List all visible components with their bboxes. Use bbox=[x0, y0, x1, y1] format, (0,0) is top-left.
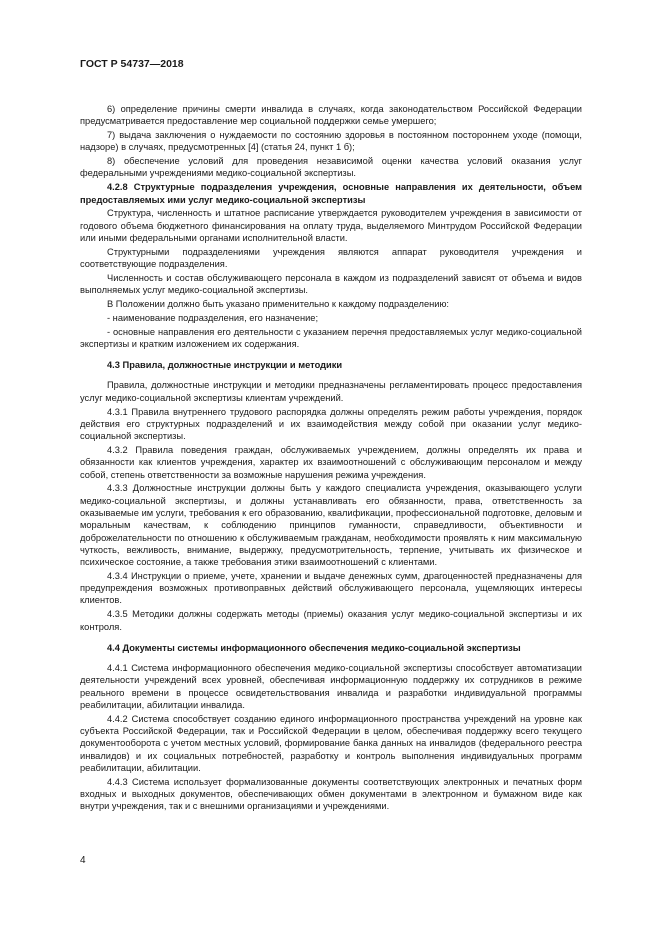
body-paragraph: Структурными подразделениями учреждения являются аппарат руководителя учреждения и соответствующие подразделения. bbox=[80, 246, 582, 270]
body-paragraph: 4.4.1 Система информационного обеспечения медико-социальной экспертизы способствует автоматизации деятельности учреждений всех уровней, обеспечивая информационную поддержку их сотрудников в режиме реального времени в процессе освидетельствования инвалида и разработки индивидуальной программы реабилитации, абилитации инвалида. bbox=[80, 663, 582, 711]
body-paragraph: 4.4.2 Система способствует созданию единого информационного пространства учреждений на уровне как субъекта Российской Федерации, так и Российской Федерации в целом, обеспечивая поддержку всего текущего документооборота с учетом местных условий, формирование банка данных на инвалидов (федерального реестра инвалидов) и их социальных потребностей, разработку и контроль выполнения индивидуальных программ реабилитации, абилитации. bbox=[80, 713, 582, 774]
section-heading-4-4: 4.4 Документы системы информационного обеспечения медико-социальной экспертизы bbox=[107, 642, 521, 653]
page-number: 4 bbox=[80, 855, 86, 866]
body-paragraph: 4.3.1 Правила внутреннего трудового распорядка должны определять режим работы учреждения, порядок действия его структурных подразделений и их взаимодействия между собой при оказании услуг медико-социальной экспертизы. bbox=[80, 406, 582, 442]
body-paragraph: Численность и состав обслуживающего персонала в каждом из подразделений зависят от объема и видов выполняемых услуг медико-социальной экспертизы. bbox=[80, 272, 582, 296]
section-heading-4-3: 4.3 Правила, должностные инструкции и методики bbox=[107, 360, 343, 371]
page-body bbox=[80, 103, 582, 814]
body-paragraph: В Положении должно быть указано применительно к каждому подразделению: bbox=[107, 298, 450, 309]
list-item: - основные направления его деятельности с указанием перечня предоставляемых услуг медико-социальной экспертизы и кратким изложением их содержания. bbox=[80, 326, 582, 349]
body-paragraph: 4.3.3 Должностные инструкции должны быть у каждого специалиста учреждения, оказывающего услуги медико-социальной экспертизы, и должны устанавливать его обязанности, права, ответственность за оказываемые им услуги, требования к его образованию, квалификации, профессиональной подготовке, деловым и моральным качествам, к соблюдению принципов гуманности, справедливости, объективности и доброжелательности по отношению к обслуживаемым гражданам, необходимости проявлять к ним максимальную чуткость, вежливость, внимание, выдержку, предусмотрительность, терпение, учитывать их физическое и психическое состояние, а также требования этики взаимоотношений с клиентами. bbox=[80, 483, 582, 568]
list-item: 6) определение причины смерти инвалида в случаях, когда законодательством Российской Федерации предусматривается предоставление мер социальной поддержки семье умершего; bbox=[80, 104, 582, 127]
document-header: ГОСТ Р 54737—2018 bbox=[80, 58, 184, 70]
subsection-heading-4-2-8: 4.2.8 Структурные подразделения учреждения, основные направления их деятельности, объем предоставляемых ими услуг медико-социальной экспертизы bbox=[80, 182, 582, 205]
list-item: 8) обеспечение условий для проведения независимой оценки качества условий оказания услуг федеральными учреждениями медико-социальной экспертизы. bbox=[80, 156, 582, 179]
body-paragraph: Правила, должностные инструкции и методики предназначены регламентировать процесс предоставления услуг медико-социальной экспертизы клиентам учреждений. bbox=[80, 380, 582, 403]
body-paragraph: Структура, численность и штатное расписание утверждается руководителем учреждения в зависимости от годового объема бюджетного финансирования на оплату труда, выделяемого Минтрудом Российской Федерации или иными федеральными органами исполнительной власти. bbox=[80, 208, 582, 243]
list-item: 7) выдача заключения о нуждаемости по состоянию здоровья в постоянном постороннем уходе (помощи, надзоре) в случаях, предусмотренных [4] (статья 24, пункт 1 б); bbox=[80, 130, 582, 153]
list-item: - наименование подразделения, его назначение; bbox=[107, 312, 319, 323]
body-paragraph: 4.3.2 Правила поведения граждан, обслуживаемых учреждением, должны определять их права и обязанности как клиентов учреждения, характер их взаимоотношений с обслуживающим персоналом и между собой, степень ответственности за возможные нарушения режима учреждения. bbox=[80, 444, 582, 480]
body-paragraph: 4.4.3 Система использует формализованные документы соответствующих электронных и печатных форм входных и выходных документов, обеспечивающих обмен документами в электронном и бумажном виде как внутри учреждения, так и с внешними организациями и учреждениями. bbox=[80, 776, 582, 812]
body-paragraph: 4.3.5 Методики должны содержать методы (приемы) оказания услуг медико-социальной экспертизы и их контроля. bbox=[80, 609, 582, 632]
body-paragraph: 4.3.4 Инструкции о приеме, учете, хранении и выдаче денежных сумм, драгоценностей предназначены для предупреждения возможных противоправных действий обслуживающего персонала, ущемляющих интересы клиентов. bbox=[80, 570, 582, 606]
